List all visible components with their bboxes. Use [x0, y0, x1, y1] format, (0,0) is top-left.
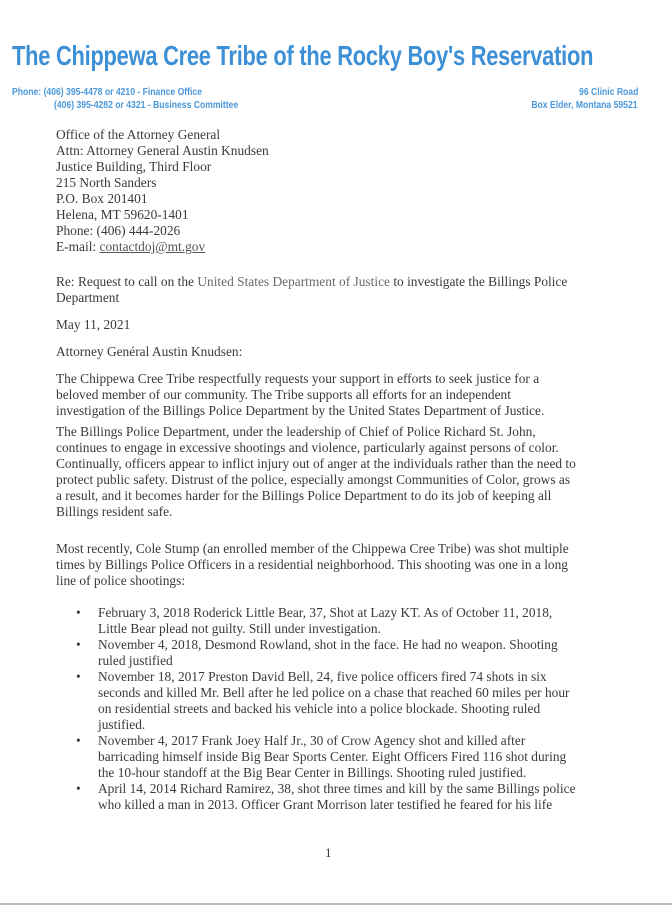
- list-item: [56, 733, 656, 781]
- bullet-icon: •: [76, 637, 81, 652]
- subject-prefix: Re: Request to call on the: [56, 274, 198, 289]
- list-item: [56, 637, 656, 669]
- recipient-address-line: Office of the Attorney General: [56, 127, 221, 142]
- recipient-address-line: Helena, MT 59620-1401: [56, 207, 189, 222]
- email-link[interactable]: contactdoj@mt.gov: [99, 239, 206, 254]
- list-item-line: barricading himself inside Big Bear Sports Center. Eight Officers Fired 116 shot during: [98, 749, 567, 764]
- list-item-line: who killed a man in 2013. Officer Grant Morrison later testified he feared for his life: [98, 797, 553, 812]
- letterhead-title: The Chippewa Cree Tribe of the Rocky Boy's Reservation: [12, 40, 594, 71]
- list-item-line: November 4, 2017 Frank Joey Half Jr., 30 of Crow Agency shot and killed after: [98, 733, 526, 748]
- list-item-line: the 10-hour standoff at the Big Bear Center in Billings. Shooting ruled justified.: [98, 765, 527, 780]
- subject-line: [56, 274, 656, 306]
- list-item: [56, 605, 656, 637]
- bullet-icon: •: [76, 669, 81, 684]
- recipient-address-line: Justice Building, Third Floor: [56, 159, 212, 174]
- page-bottom-edge: [0, 903, 672, 905]
- list-item: [56, 781, 656, 813]
- paragraph-line: protect public safety. Distrust of the police, especially amongst Communities of Color, grows as: [56, 472, 571, 487]
- paragraph-line: a result, and it becomes harder for the Billings Police Department to do its job of keeping all: [56, 488, 552, 503]
- recipient-address-line: Phone: (406) 444-2026: [56, 223, 181, 238]
- list-item-line: November 18, 2017 Preston David Bell, 24, five police officers fired 74 shots in six: [98, 669, 547, 684]
- paragraph-1: [56, 371, 656, 419]
- paragraph-line: times by Billings Police Officers in a residential neighborhood. This shooting was one in a long: [56, 557, 569, 572]
- paragraph-3: [56, 541, 656, 589]
- letterhead-address-2: Box Elder, Montana 59521: [531, 99, 638, 111]
- list-item-line: justified.: [98, 717, 146, 732]
- paragraph-line: beloved member of our community. The Tribe supports all efforts for an independent: [56, 387, 511, 402]
- paragraph-line: Continually, officers appear to inflict injury out of anger at the individuals rather than the need to: [56, 456, 576, 471]
- letter-date: May 11, 2021: [56, 317, 131, 332]
- paragraph-line: line of police shootings:: [56, 573, 186, 588]
- bullet-icon: •: [76, 781, 81, 796]
- letterhead-phone-1: Phone: (406) 395-4478 or 4210 - Finance Office: [12, 86, 202, 98]
- paragraph-line: Billings resident safe.: [56, 504, 173, 519]
- list-item-line: on residential streets and backed his vehicle into a police blockade. Shooting ruled: [98, 701, 541, 716]
- letterhead-address-1: 96 Clinic Road: [578, 86, 638, 98]
- bullet-icon: •: [76, 605, 81, 620]
- email-label: E-mail:: [56, 239, 100, 254]
- recipient-address-line: Attn: Attorney General Austin Knudsen: [56, 143, 269, 158]
- list-item-line: ruled justified: [98, 653, 173, 668]
- shootings-list: [56, 605, 656, 813]
- paragraph-line: The Billings Police Department, under the leadership of Chief of Police Richard St. John,: [56, 424, 536, 439]
- letterhead-phone-2: (406) 395-4282 or 4321 - Business Committee: [54, 99, 239, 111]
- bullet-icon: •: [76, 733, 81, 748]
- paragraph-line: Most recently, Cole Stump (an enrolled member of the Chippewa Cree Tribe) was shot multiple: [56, 541, 569, 556]
- subject-suffix: to investigate the Billings Police: [389, 274, 568, 289]
- list-item-line: November 4, 2018, Desmond Rowland, shot in the face. He had no weapon. Shooting: [98, 637, 558, 652]
- subject-highlight: United States Department of Justice: [197, 274, 390, 289]
- recipient-email-line: [56, 239, 656, 255]
- list-item: [56, 669, 656, 733]
- list-item-line: Little Bear plead not guilty. Still under investigation.: [98, 621, 381, 636]
- list-item-line: February 3, 2018 Roderick Little Bear, 37, Shot at Lazy KT. As of October 11, 2018,: [98, 605, 553, 620]
- subject-line-2: Department: [56, 290, 120, 305]
- salutation: Attorney Genéral Austin Knudsen:: [56, 344, 243, 359]
- list-item-line: seconds and killed Mr. Bell after he led police on a chase that reached 60 miles per hour: [98, 685, 570, 700]
- paragraph-line: continues to engage in excessive shootings and violence, particularly against persons of color.: [56, 440, 559, 455]
- paragraph-2: [56, 424, 656, 520]
- recipient-address-line: P.O. Box 201401: [56, 191, 148, 206]
- recipient-address-line: 215 North Sanders: [56, 175, 157, 190]
- page-number: 1: [325, 845, 332, 860]
- recipient-address: [56, 127, 656, 255]
- paragraph-line: The Chippewa Cree Tribe respectfully requests your support in efforts to seek justice for a: [56, 371, 540, 386]
- paragraph-line: investigation of the Billings Police Department by the United States Department of Justice.: [56, 403, 545, 418]
- list-item-line: April 14, 2014 Richard Ramirez, 38, shot three times and kill by the same Billings police: [98, 781, 576, 796]
